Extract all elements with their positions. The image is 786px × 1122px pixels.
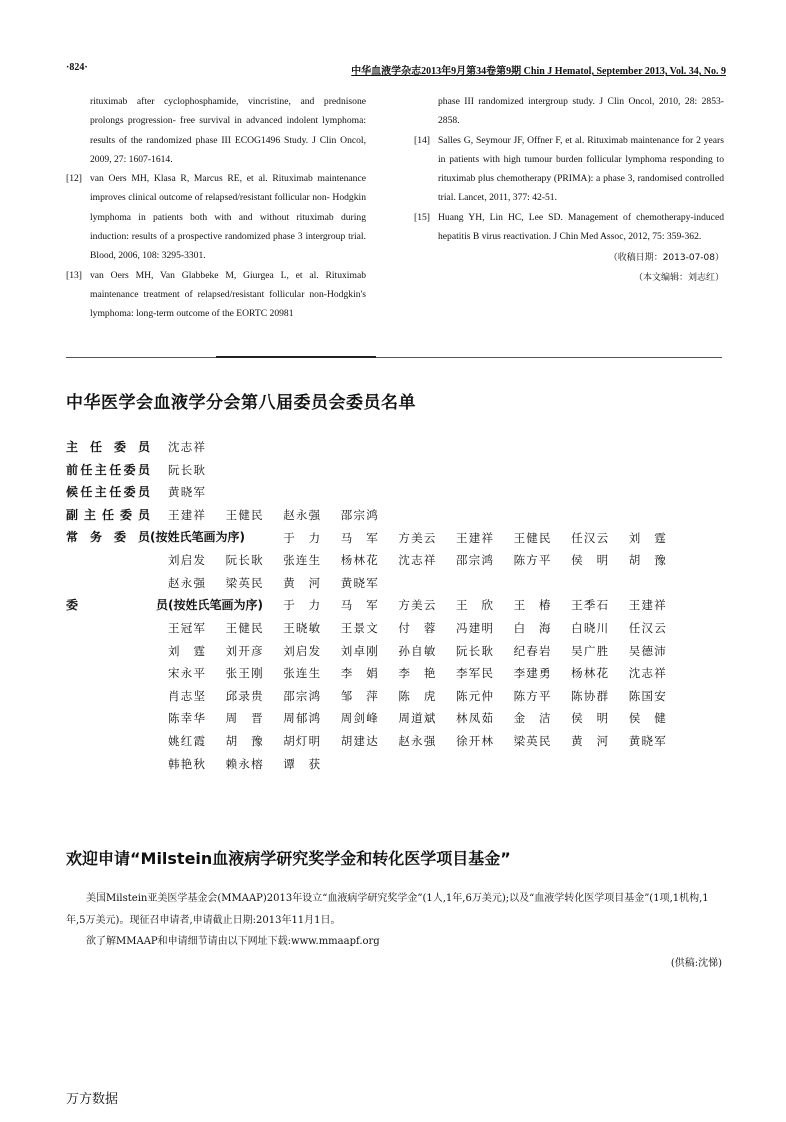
member-name: 吴德沛 <box>628 643 666 658</box>
member-name: 谭获 <box>283 756 321 771</box>
watermark-footer: 万方数据 <box>66 1092 119 1107</box>
member-name: 王冠军 <box>168 621 205 636</box>
committee-section <box>66 594 706 775</box>
member-name: 陈虎 <box>398 688 436 703</box>
committee-section <box>66 526 706 594</box>
member-name: 侯明 <box>571 553 609 568</box>
member-name: 胡建达 <box>340 734 378 749</box>
member-name: 姚红霞 <box>168 734 205 749</box>
member-name: 李军民 <box>455 666 493 681</box>
member-name: 沈志祥 <box>628 666 666 681</box>
announcement-source: (供稿:沈悌) <box>670 957 722 969</box>
member-name: 胡豫 <box>225 734 263 749</box>
member-name: 王建祥 <box>628 598 666 613</box>
member-name: 侯明 <box>571 711 609 726</box>
committee-role-label <box>66 594 263 617</box>
member-name: 肖志坚 <box>168 688 205 703</box>
committee-section <box>66 459 706 482</box>
member-name: 张连生 <box>283 553 321 568</box>
member-name: 黄河 <box>571 734 609 749</box>
member-name: 王欣 <box>455 598 493 613</box>
reference-text: van Oers MH, Van Glabbeke M, Giurgea L, et al. Rituximab maintenance treatment of relapsed/resistant follicular non-Hodgkin's lymphoma: long-term outcome of the EORTC 20981 <box>90 269 366 320</box>
member-name: 黄晓军 <box>168 485 205 500</box>
member-name: 陈国安 <box>628 688 666 703</box>
member-name: 陈元仲 <box>455 688 493 703</box>
member-name: 王建祥 <box>455 530 493 545</box>
ordering-note: (按姓氏笔画为序) <box>168 598 263 613</box>
member-name: 韩艳秋 <box>168 756 205 771</box>
member-name: 周郁鸿 <box>283 711 321 726</box>
member-name: 王健民 <box>225 508 263 523</box>
member-name: 刘霆 <box>168 643 205 658</box>
committee-role-label <box>66 436 150 459</box>
member-name: 梁英民 <box>225 575 263 590</box>
committee-section <box>66 481 706 504</box>
member-name: 于力 <box>283 530 321 545</box>
announcement-title: 欢迎申请“Milstein血液病学研究奖学金和转化医学项目基金” <box>66 849 511 868</box>
member-name: 张连生 <box>283 666 321 681</box>
member-name: 周剑峰 <box>340 711 378 726</box>
reference-item <box>66 169 366 265</box>
references-left-column <box>66 92 366 324</box>
reference-number: [14] <box>414 134 430 146</box>
member-name: 赵永强 <box>168 575 205 590</box>
reference-number: [15] <box>414 211 430 223</box>
member-name: 周晋 <box>225 711 263 726</box>
role-name: 前任主任委员 <box>66 462 150 477</box>
member-name: 陈幸华 <box>168 711 205 726</box>
received-date: （收稿日期：2013-07-08） <box>608 253 724 264</box>
member-name: 阮长耿 <box>168 462 205 477</box>
member-name: 李艳 <box>398 666 436 681</box>
reference-text: phase III randomized intergroup study. J Clin Oncol, 2010, 28: 2853-2858. <box>438 96 724 127</box>
ordering-note: (按姓氏笔画为序) <box>150 530 245 545</box>
member-name: 王健民 <box>225 621 263 636</box>
reference-item <box>66 92 366 169</box>
member-name: 孙自敏 <box>398 643 436 658</box>
reference-text: van Oers MH, Klasa R, Marcus RE, et al. Rituximab maintenance improves clinical outcome of relapsed/resistant follicular non- Hodgkin lymphoma in patients both with and without rituximab during induction: results of a prospective randomized phase 3 intergroup trial. Blood, 2006, 108: 3295-3301. <box>90 173 366 262</box>
member-name: 徐开林 <box>455 734 493 749</box>
member-name: 金洁 <box>513 711 551 726</box>
reference-item <box>414 92 724 131</box>
member-name: 赵永强 <box>398 734 436 749</box>
reference-text: Salles G, Seymour JF, Offner F, et al. Rituximab maintenance for 2 years in patients with high tumour burden follicular lymphoma responding to rituximab plus chemotherapy (PRIMA): a phase 3, randomised controlled trial. Lancet, 2011, 377: 42-51. <box>438 134 724 204</box>
member-name: 王健民 <box>513 530 551 545</box>
member-name: 白晓川 <box>571 621 609 636</box>
member-name: 沈志祥 <box>168 440 205 455</box>
member-name: 马军 <box>340 598 378 613</box>
member-name: 纪春岩 <box>513 643 551 658</box>
journal-running-title: 中华血液学杂志2013年9月第34卷第9期 Chin J Hematol, September 2013, Vol. 34, No. 9 <box>351 66 726 77</box>
member-name: 黄晓军 <box>628 734 666 749</box>
section-divider <box>66 357 722 358</box>
references-right-column <box>414 92 724 288</box>
announcement-paragraph: 欲了解MMAAP和申请细节请由以下网址下载:www.mmaapf.org <box>86 936 380 947</box>
member-name: 刘卓刚 <box>340 643 378 658</box>
member-name: 赖永榕 <box>225 756 263 771</box>
member-name: 侯健 <box>628 711 666 726</box>
member-name: 马军 <box>340 530 378 545</box>
committee-member-list <box>66 436 706 775</box>
reference-item <box>414 131 724 208</box>
member-name: 任汉云 <box>628 621 666 636</box>
role-name: 候任主任委员 <box>66 485 150 500</box>
committee-role-label <box>66 526 245 549</box>
member-name: 阮长耿 <box>455 643 493 658</box>
member-name: 付蓉 <box>398 621 436 636</box>
member-name: 王季石 <box>571 598 609 613</box>
member-name: 刘开彦 <box>225 643 263 658</box>
member-name: 李建勇 <box>513 666 551 681</box>
committee-role-label <box>66 504 150 527</box>
member-name: 王椿 <box>513 598 551 613</box>
member-name: 黄晓军 <box>340 575 378 590</box>
committee-title: 中华医学会血液学分会第八届委员会委员名单 <box>66 393 416 413</box>
member-name: 刘启发 <box>168 553 205 568</box>
member-name: 胡灯明 <box>283 734 321 749</box>
reference-number: [13] <box>66 269 82 281</box>
member-name: 邵宗鸿 <box>455 553 493 568</box>
role-name: 副主任委员 <box>66 507 150 522</box>
member-name: 白海 <box>513 621 551 636</box>
member-name: 刘霆 <box>628 530 666 545</box>
reference-text: Huang YH, Lin HC, Lee SD. Management of chemotherapy-induced hepatitis B virus reactivation. J Chin Med Assoc, 2012, 75: 359-362. <box>438 211 724 243</box>
member-name: 王景文 <box>340 621 378 636</box>
committee-section <box>66 436 706 459</box>
member-name: 冯建明 <box>455 621 493 636</box>
page-header <box>66 62 726 78</box>
member-name: 杨林花 <box>571 666 609 681</box>
member-name: 邱录贵 <box>225 688 263 703</box>
reference-number: [12] <box>66 173 82 185</box>
role-name: 常务委员 <box>66 530 150 545</box>
member-name: 胡豫 <box>628 553 666 568</box>
committee-role-label <box>66 459 150 482</box>
reference-item <box>66 266 366 324</box>
member-name: 阮长耿 <box>225 553 263 568</box>
committee-section <box>66 504 706 527</box>
member-name: 王建祥 <box>168 508 205 523</box>
role-name: 主任委员 <box>66 440 150 454</box>
member-name: 杨林花 <box>340 553 378 568</box>
member-name: 邵宗鸿 <box>340 508 378 523</box>
member-name: 赵永强 <box>283 508 321 523</box>
member-name: 李娟 <box>340 666 378 681</box>
member-name: 邹萍 <box>340 688 378 703</box>
member-name: 王晓敏 <box>283 621 321 636</box>
member-name: 刘启发 <box>283 643 321 658</box>
role-name: 委员 <box>66 598 168 613</box>
member-name: 黄河 <box>283 575 321 590</box>
member-name: 方美云 <box>398 598 436 613</box>
member-name: 沈志祥 <box>398 553 436 568</box>
announcement-body <box>66 888 722 974</box>
member-name: 于力 <box>283 598 321 613</box>
committee-role-label <box>66 481 150 504</box>
announcement-paragraph: 美国Milstein亚美医学基金会(MMAAP)2013年设立“血液病学研究奖学金”(1人,1年,6万美元);以及“血液学转化医学项目基金”(1项,1机构,1年,5万美元)。现征召申请者,申请截止日期:2013年11月1日。 <box>66 893 709 926</box>
member-name: 吴广胜 <box>571 643 609 658</box>
editor-credit: （本文编辑：刘志红） <box>633 272 724 283</box>
reference-item <box>414 208 724 247</box>
member-name: 方美云 <box>398 530 436 545</box>
page-number: ·824· <box>66 62 88 73</box>
member-name: 周道斌 <box>398 711 436 726</box>
member-name: 梁英民 <box>513 734 551 749</box>
member-name: 任汉云 <box>571 530 609 545</box>
member-name: 陈协群 <box>571 688 609 703</box>
reference-text: rituximab after cyclophosphamide, vincristine, and prednisone prolongs progression- free survival in advanced indolent lymphoma: results of the randomized phase III ECOG1496 Study. J Clin Oncol, 2009, 27: 1607-1614. <box>90 96 366 165</box>
member-name: 宋永平 <box>168 666 205 681</box>
member-name: 陈方平 <box>513 553 551 568</box>
member-name: 林凤茹 <box>455 711 493 726</box>
member-name: 陈方平 <box>513 688 551 703</box>
member-name: 张王刚 <box>225 666 263 681</box>
member-name: 邵宗鸿 <box>283 688 321 703</box>
